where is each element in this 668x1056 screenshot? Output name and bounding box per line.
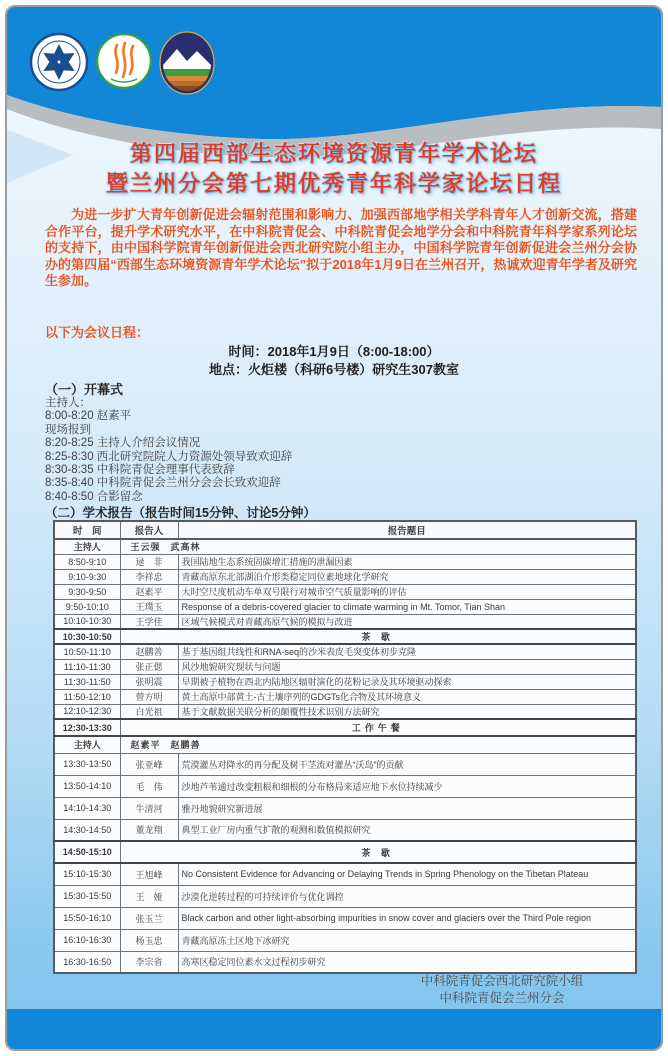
col-header-speaker: 报告人 (120, 521, 178, 539)
cell-title: 荒漠灌丛对降水的再分配及树干茎流对灌丛“沃岛”的贡献 (178, 753, 636, 775)
cell-break-label: 茶 歇 (120, 841, 636, 863)
cell-speaker: 逯 非 (120, 554, 178, 569)
cell-time: 12:30-13:30 (54, 719, 120, 736)
table-row (54, 863, 636, 885)
organizers (347, 973, 657, 1007)
table-row (54, 689, 636, 704)
poster-title-line2: 暨兰州分会第七期优秀青年科学家论坛日程 (105, 171, 562, 196)
cell-time: 12:10-12:30 (54, 704, 120, 719)
opening-lines (45, 397, 292, 504)
cell-speaker: 王 娅 (120, 885, 178, 907)
cell-time: 10:30-10:50 (54, 629, 120, 644)
cell-moderator-names: 赵素平 赵鹏善 (120, 736, 636, 753)
cell-time: 16:30-16:50 (54, 951, 120, 973)
cell-speaker: 张玉兰 (120, 907, 178, 929)
table-row (54, 797, 636, 819)
cell-title: Black carbon and other light-absorbing impurities in snow cover and glaciers over the Third Pole region (178, 907, 636, 929)
col-header-title: 报告题目 (178, 521, 636, 539)
cell-title: 雅丹地貌研究新进展 (178, 797, 636, 819)
cell-time: 13:30-13:50 (54, 753, 120, 775)
mountain-desert-landscape-logo (159, 31, 215, 95)
table-row (54, 951, 636, 973)
cell-time: 8:50-9:10 (54, 554, 120, 569)
cell-title: 沙地芦苇通过改变粗根和细根的分布格局来适应地下水位持续减少 (178, 775, 636, 797)
opening-line: 8:40-8:50 合影留念 (45, 490, 143, 503)
cell-time: 10:10-10:30 (54, 614, 120, 629)
table-row (54, 819, 636, 841)
cell-time: 15:10-15:30 (54, 863, 120, 885)
opening-line: 现场报到 (45, 423, 91, 436)
opening-line: 8:35-8:40 中科院青促会兰州分会会长致欢迎辞 (45, 477, 281, 490)
cell-title: 沙漠化逆转过程的可持续评价与优化调控 (178, 885, 636, 907)
table-row (54, 929, 636, 951)
cell-time: 14:50-15:10 (54, 841, 120, 863)
cell-moderator-label: 主持人 (54, 736, 120, 753)
table-row (54, 629, 636, 644)
meeting-location: 地点：火炬楼（科研6号楼）研究生307教室 (209, 362, 459, 377)
table-row (54, 539, 636, 554)
table-row (54, 907, 636, 929)
table-row (54, 775, 636, 797)
opening-line: 8:30-8:35 中科院青促会理事代表致辞 (45, 464, 235, 477)
table-header-row (54, 521, 636, 539)
cell-speaker: 曾方明 (120, 689, 178, 704)
cell-title: 区域气候模式对青藏高原气候的模拟与改进 (178, 614, 636, 629)
meeting-time: 时间：2018年1月9日（8:00-18:00） (228, 344, 440, 359)
opening-line: 8:25-8:30 西北研究院院人力资源处领导致欢迎辞 (45, 450, 293, 463)
cell-time: 9:30-9:50 (54, 584, 120, 599)
col-header-time: 时 间 (54, 521, 120, 539)
table-row (54, 614, 636, 629)
cell-speaker: 白光祖 (120, 704, 178, 719)
poster (5, 5, 663, 1051)
opening-line: 8:00-8:20 赵素平 (45, 410, 132, 423)
cell-speaker: 杨玉忠 (120, 929, 178, 951)
cell-speaker: 李宗省 (120, 951, 178, 973)
poster-title (7, 139, 661, 199)
cell-title: 青藏高原冻土区地下冰研究 (178, 929, 636, 951)
table-row (54, 599, 636, 614)
table-row (54, 753, 636, 775)
intro-followup: 以下为会议日程： (45, 325, 150, 340)
cell-time: 15:50-16:10 (54, 907, 120, 929)
cell-time: 10:50-11:10 (54, 644, 120, 659)
cell-speaker: 王璞玉 (120, 599, 178, 614)
cell-moderator-names: 王云强 武高林 (120, 539, 636, 554)
cell-time: 14:30-14:50 (54, 819, 120, 841)
table-row (54, 736, 636, 753)
cell-moderator-label: 主持人 (54, 539, 120, 554)
cell-time: 14:10-14:30 (54, 797, 120, 819)
bottom-blue-band (7, 1009, 661, 1049)
cell-time: 9:10-9:30 (54, 569, 120, 584)
table-row (54, 554, 636, 569)
table-row (54, 704, 636, 719)
opening-line: 主持人： (45, 397, 91, 409)
cell-speaker: 毛 伟 (120, 775, 178, 797)
cell-title: 高寒区稳定同位素水文过程初步研究 (178, 951, 636, 973)
opening-section-heading: （一）开幕式 (45, 382, 124, 397)
cell-speaker: 王学佳 (120, 614, 178, 629)
meeting-meta (7, 343, 661, 379)
opening-line: 8:20-8:25 主持人介绍会议情况 (45, 437, 201, 450)
cas-emblem-logo (29, 31, 89, 93)
cell-time: 16:10-16:30 (54, 929, 120, 951)
table-row (54, 674, 636, 689)
table-row (54, 841, 636, 863)
cell-title: 大时空尺度机动车单双号限行对城市空气质量影响的评估 (178, 584, 636, 599)
organizer-line: 中科院青促会兰州分会 (439, 991, 565, 1005)
cell-title: 黄土高原中部黄土-古土壤序列的GDGTs化合物及其环境意义 (178, 689, 636, 704)
cell-time: 13:50-14:10 (54, 775, 120, 797)
cell-title: 我国陆地生态系统固碳增汇措施的泄漏因素 (178, 554, 636, 569)
cell-title: 青藏高原东北部湖泊介形类稳定同位素地球化学研究 (178, 569, 636, 584)
cell-title: 基于文献数据关联分析的颠覆性技术识别方法研究 (178, 704, 636, 719)
cell-speaker: 李祥忠 (120, 569, 178, 584)
organizer-line: 中科院青促会西北研究院小组 (420, 974, 584, 988)
youth-innovation-association-logo (95, 31, 153, 91)
cell-time: 15:30-15:50 (54, 885, 120, 907)
cell-speaker: 张明震 (120, 674, 178, 689)
table-row (54, 719, 636, 736)
table-row (54, 569, 636, 584)
poster-title-line1: 第四届西部生态环境资源青年学术论坛 (129, 141, 538, 166)
cell-title: 基于基因组共线性和RNA-seq的沙米表皮毛突变体初步克隆 (178, 644, 636, 659)
table-row (54, 885, 636, 907)
cell-time: 9:50-10:10 (54, 599, 120, 614)
report-section-heading: （二）学术报告（报告时间15分钟、讨论5分钟） (45, 506, 316, 520)
cell-speaker: 张亚峰 (120, 753, 178, 775)
cell-time: 11:30-11:50 (54, 674, 120, 689)
cell-speaker: 赵鹏善 (120, 644, 178, 659)
cell-speaker: 牛清河 (120, 797, 178, 819)
cell-title: 风沙地貌研究现状与问题 (178, 659, 636, 674)
cell-break-label: 工作午餐 (120, 719, 636, 736)
cell-time: 11:50-12:10 (54, 689, 120, 704)
schedule-table-body (54, 539, 636, 973)
cell-speaker: 董龙翔 (120, 819, 178, 841)
cell-speaker: 王旭峰 (120, 863, 178, 885)
cell-time: 11:10-11:30 (54, 659, 120, 674)
cell-break-label: 茶 歇 (120, 629, 636, 644)
schedule-table (53, 520, 637, 974)
cell-title: 早期被子植物在西北内陆地区辐射演化的花粉记录及其环境驱动探索 (178, 674, 636, 689)
logo-row (29, 31, 215, 95)
cell-title: No Consistent Evidence for Advancing or Delaying Trends in Spring Phenology on the Tibetan Plateau (178, 863, 636, 885)
cell-speaker: 张正偲 (120, 659, 178, 674)
table-row (54, 644, 636, 659)
cell-title: Response of a debris-covered glacier to climate warming in Mt. Tomor, Tian Shan (178, 599, 636, 614)
cell-speaker: 赵素平 (120, 584, 178, 599)
cell-title: 典型工业厂房内重气扩散的观测和数值模拟研究 (178, 819, 636, 841)
intro-paragraph: 为进一步扩大青年创新促进会辐射范围和影响力、加强西部地学相关学科青年人才创新交流，搭建合作平台，提升学术研究水平，在中科院青促会、中科院青促会地学分会和中科院青年科学家系列论坛的支持下，由中国科学院青年创新促进会西北研究院小组主办，中国科学院青年创新促进会兰州分会协办的第四届“西部生态环境资源青年学术论坛”拟于2018年1月9日在兰州召开，热诚欢迎青年学者及研究生参加。 (45, 207, 637, 289)
table-row (54, 584, 636, 599)
table-row (54, 659, 636, 674)
